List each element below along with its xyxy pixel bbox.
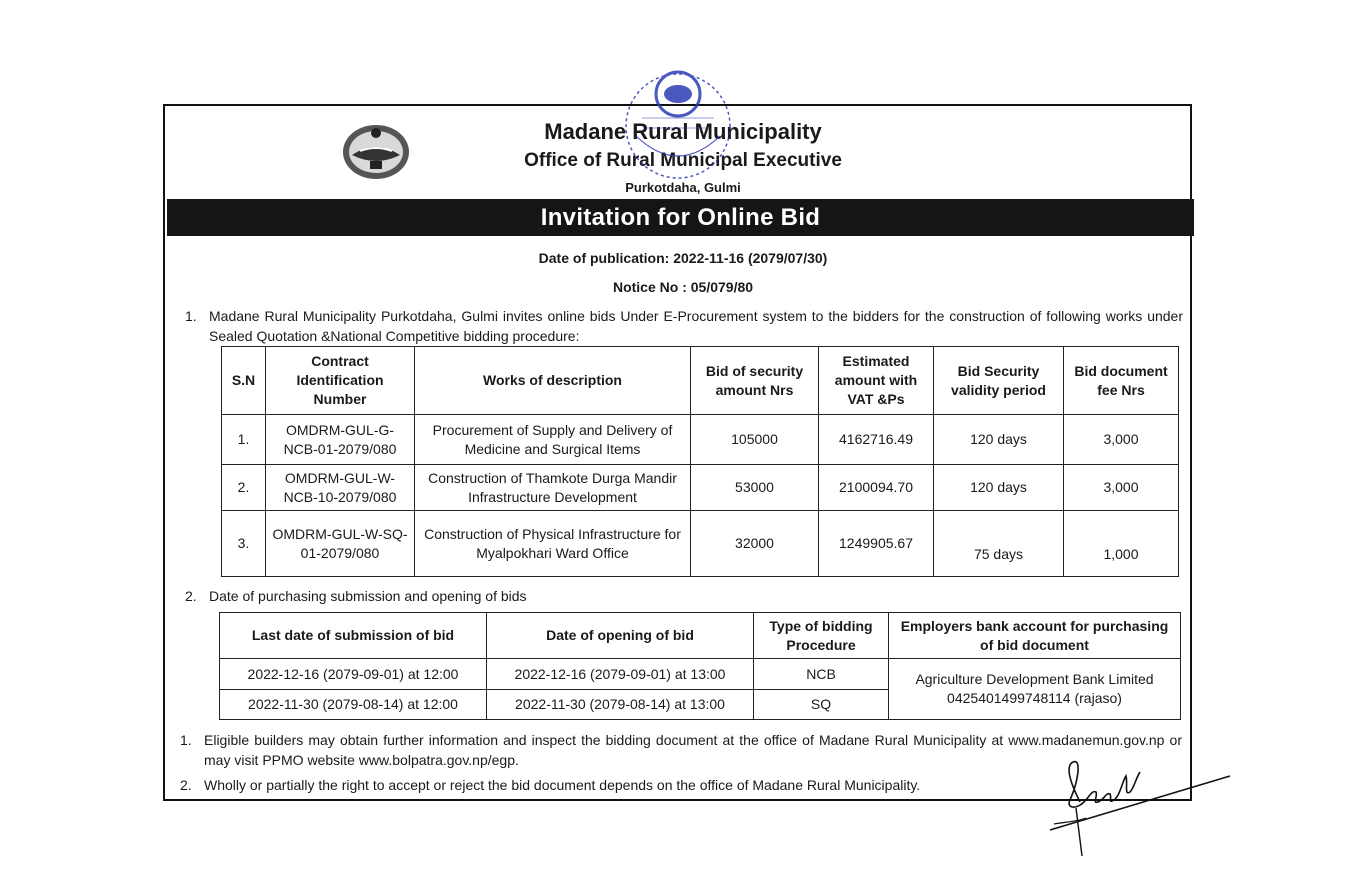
nepal-emblem-icon [340, 121, 412, 181]
row-sn: 1. [222, 415, 266, 465]
row-description: Construction of Physical Infrastructure for Myalpokhari Ward Office [415, 511, 691, 577]
header-opening: Date of opening of bid [487, 613, 754, 659]
row-bidding-type: SQ [754, 690, 889, 720]
row-estimated-amount: 2100094.70 [819, 465, 934, 511]
header-bid-security: Bid of security amount Nrs [691, 347, 819, 415]
note-2-text: Wholly or partially the right to accept or reject the bid document depends on the office of Madane Rural Municipality. [204, 777, 921, 793]
table-row [222, 415, 1179, 465]
office-location: Purkotdaha, Gulmi [625, 180, 741, 195]
header-estimated-amount: Estimated amount with VAT &Ps [819, 347, 934, 415]
row-bid-security: 105000 [691, 415, 819, 465]
row-fee: 3,000 [1064, 465, 1179, 511]
note-1-text: Eligible builders may obtain further information and inspect the bidding document at the office of Madane Rural Municipality at www.madanemun.gov.np or may visit PPMO website www.bolpatra.gov.np/egp. [204, 732, 1182, 768]
header-sn: S.N [222, 347, 266, 415]
section-2-text: Date of purchasing submission and opening of bids [209, 588, 527, 604]
bank-account-cell [889, 659, 1181, 720]
row-submission: 2022-12-16 (2079-09-01) at 12:00 [220, 659, 487, 690]
signature-icon [1040, 752, 1240, 862]
dates-table [219, 612, 1181, 720]
row-estimated-amount: 4162716.49 [819, 415, 934, 465]
section-2-number: 2. [185, 588, 197, 604]
notice-title: Invitation for Online Bid [167, 199, 1194, 236]
row-bidding-type: NCB [754, 659, 889, 690]
row-validity: 120 days [934, 465, 1064, 511]
row-bid-security: 32000 [691, 511, 819, 577]
works-table-header [222, 347, 1179, 415]
municipality-name: Madane Rural Municipality [544, 119, 822, 144]
table-row [220, 659, 1181, 690]
header-contract-id: Contract Identification Number [266, 347, 415, 415]
works-table [221, 346, 1179, 577]
dates-table-header [220, 613, 1181, 659]
header-validity: Bid Security validity period [934, 347, 1064, 415]
row-opening: 2022-12-16 (2079-09-01) at 13:00 [487, 659, 754, 690]
row-description: Procurement of Supply and Delivery of Medicine and Surgical Items [415, 415, 691, 465]
note-2-number: 2. [180, 777, 192, 793]
header-fee: Bid document fee Nrs [1064, 347, 1179, 415]
row-contract-id: OMDRM-GUL-W-NCB-10-2079/080 [266, 465, 415, 511]
header-bank-account: Employers bank account for purchasing of bid document [889, 613, 1181, 659]
table-row [222, 511, 1179, 577]
row-contract-id: OMDRM-GUL-G-NCB-01-2079/080 [266, 415, 415, 465]
header-bidding-type: Type of bidding Procedure [754, 613, 889, 659]
bank-account-number: 0425401499748114 (rajaso) [947, 690, 1122, 706]
note-1-number: 1. [180, 732, 192, 748]
office-seal-stamp-icon [612, 66, 744, 186]
row-sn: 2. [222, 465, 266, 511]
row-opening: 2022-11-30 (2079-08-14) at 13:00 [487, 690, 754, 720]
bank-name: Agriculture Development Bank Limited [915, 671, 1154, 687]
header-submission: Last date of submission of bid [220, 613, 487, 659]
row-fee: 3,000 [1064, 415, 1179, 465]
row-contract-id: OMDRM-GUL-W-SQ-01-2079/080 [266, 511, 415, 577]
row-validity: 75 days [934, 511, 1064, 577]
section-1-number: 1. [185, 308, 197, 324]
row-submission: 2022-11-30 (2079-08-14) at 12:00 [220, 690, 487, 720]
row-bid-security: 53000 [691, 465, 819, 511]
publication-date: Date of publication: 2022-11-16 (2079/07/30) [538, 250, 828, 266]
notice-number: Notice No : 05/079/80 [612, 279, 754, 295]
row-validity: 120 days [934, 415, 1064, 465]
table-row [222, 465, 1179, 511]
section-1-text: Madane Rural Municipality Purkotdaha, Gulmi invites online bids Under E-Procurement system to the bidders for the construction of following works under Sealed Quotation &National Competitive bidding procedure: [209, 308, 1183, 344]
header-description: Works of description [415, 347, 691, 415]
row-fee: 1,000 [1064, 511, 1179, 577]
office-name: Office of Rural Municipal Executive [524, 150, 842, 171]
row-sn: 3. [222, 511, 266, 577]
row-description: Construction of Thamkote Durga Mandir Infrastructure Development [415, 465, 691, 511]
row-estimated-amount: 1249905.67 [819, 511, 934, 577]
